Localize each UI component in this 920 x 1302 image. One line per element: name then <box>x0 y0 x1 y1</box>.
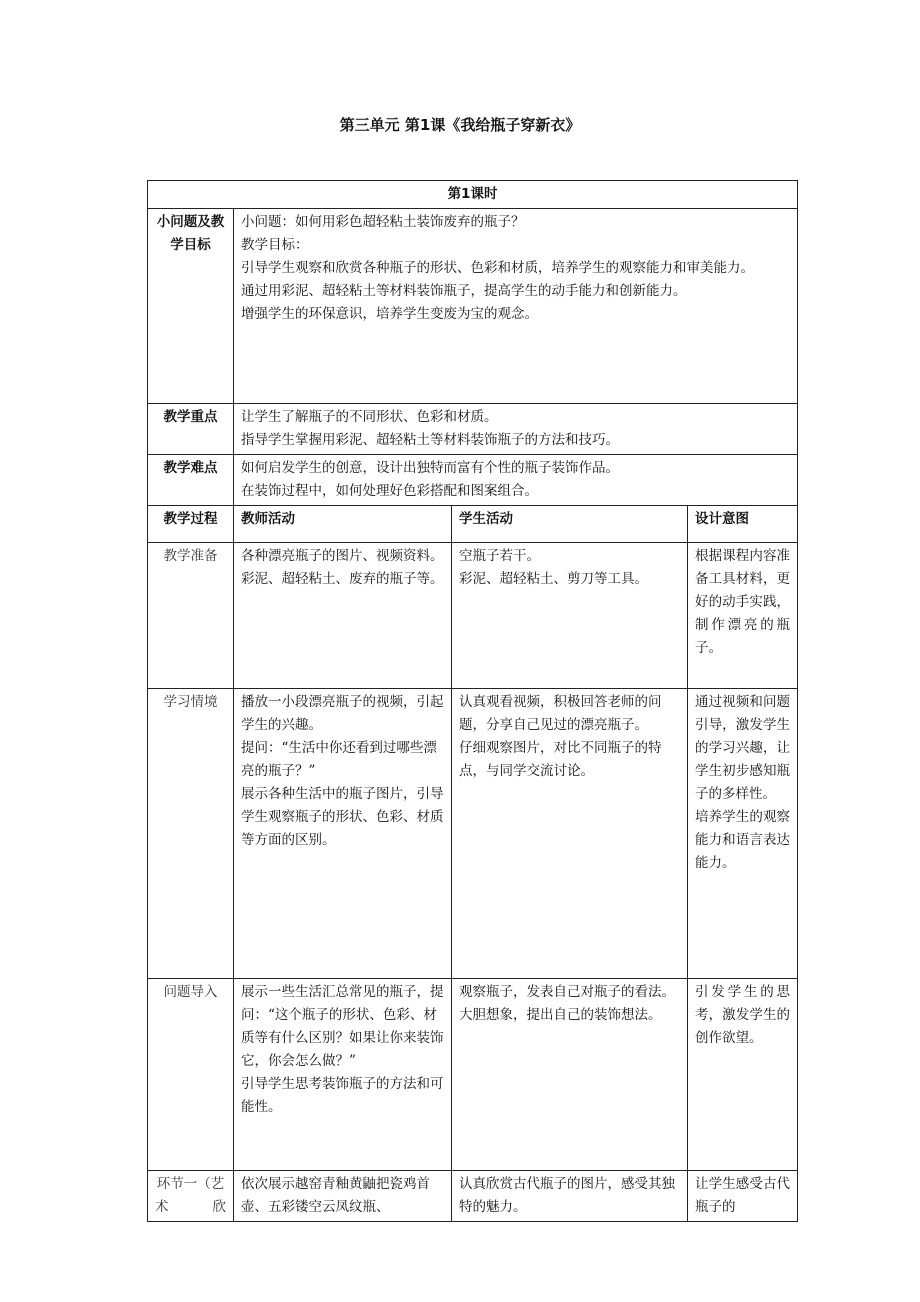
teacher-line: 依次展示越窑青釉黄鼬把瓷鸡首壶、五彩镂空云凤纹瓶、 <box>241 1176 430 1215</box>
stage-label: 学习情境 <box>148 689 234 979</box>
process-row <box>148 979 798 1171</box>
lesson-plan-table <box>147 180 798 1222</box>
section-title: 第1课时 <box>148 181 798 209</box>
intent-line: 让学生感受古代瓶子的 <box>695 1176 791 1215</box>
student-activity <box>452 543 688 689</box>
section-row <box>148 181 798 209</box>
teacher-activity <box>234 979 452 1171</box>
stage-label: 问题导入 <box>148 979 234 1171</box>
document-title: 第三单元 第1课《我给瓶子穿新衣》 <box>339 116 581 134</box>
process-row <box>148 543 798 689</box>
student-activity <box>452 1171 688 1222</box>
design-intent <box>688 689 798 979</box>
objectives-line: 小问题：如何用彩色超轻粘土装饰废弃的瓶子？ <box>241 214 525 230</box>
intent-line: 通过视频和问题引导，激发学生的学习兴趣，让学生初步感知瓶子的多样性。 <box>695 694 791 802</box>
student-line: 认真观看视频，积极回答老师的问题，分享自己见过的漂亮瓶子。 <box>459 694 662 733</box>
difficulties-row <box>148 455 798 506</box>
stage-label: 环节一（艺术欣 <box>148 1171 234 1222</box>
header-intent: 设计意图 <box>688 506 798 543</box>
teacher-line: 展示一些生活汇总常见的瓶子，提问：“这个瓶子的形状、色彩、材质等有什么区别？如果让你来装饰它，你会怎么做？” <box>241 984 444 1069</box>
student-line: 认真欣赏古代瓶子的图片，感受其独特的魅力。 <box>459 1176 675 1215</box>
teacher-line: 彩泥、超轻粘土、废弃的瓶子等。 <box>241 571 444 587</box>
student-activity <box>452 689 688 979</box>
teacher-activity <box>234 689 452 979</box>
objectives-line: 引导学生观察和欣赏各种瓶子的形状、色彩和材质，培养学生的观察能力和审美能力。 <box>241 260 754 276</box>
process-header-row <box>148 506 798 543</box>
design-intent <box>688 1171 798 1222</box>
teacher-activity <box>234 543 452 689</box>
header-process: 教学过程 <box>148 506 234 543</box>
difficulties-line: 在装饰过程中，如何处理好色彩搭配和图案组合。 <box>241 483 538 499</box>
teacher-line: 播放一小段漂亮瓶子的视频，引起学生的兴趣。 <box>241 694 444 733</box>
teacher-line: 各种漂亮瓶子的图片、视频资料。 <box>241 548 444 564</box>
header-student: 学生活动 <box>452 506 688 543</box>
difficulties-content <box>234 455 798 506</box>
header-teacher: 教师活动 <box>234 506 452 543</box>
student-line: 大胆想象，提出自己的装饰想法。 <box>459 1007 662 1023</box>
key-points-row <box>148 404 798 455</box>
difficulties-line: 如何启发学生的创意，设计出独特而富有个性的瓶子装饰作品。 <box>241 460 619 476</box>
objectives-line: 增强学生的环保意识，培养学生变废为宝的观念。 <box>241 306 538 322</box>
key-points-line: 让学生了解瓶子的不同形状、色彩和材质。 <box>241 409 498 425</box>
objectives-label: 小问题及教学目标 <box>148 209 234 404</box>
intent-line: 根据课程内容准备工具材料，更好的动手实践，制作漂亮的瓶子。 <box>695 548 791 656</box>
teacher-line: 提问：“生活中你还看到过哪些漂亮的瓶子？” <box>241 740 437 779</box>
teacher-activity <box>234 1171 452 1222</box>
design-intent <box>688 543 798 689</box>
objectives-row <box>148 209 798 404</box>
student-line: 观察瓶子，发表自己对瓶子的看法。 <box>459 984 675 1000</box>
student-activity <box>452 979 688 1171</box>
process-row <box>148 1171 798 1222</box>
objectives-line: 通过用彩泥、超轻粘土等材料装饰瓶子，提高学生的动手能力和创新能力。 <box>241 283 687 299</box>
objectives-line: 教学目标： <box>241 237 309 253</box>
objectives-content <box>234 209 798 404</box>
process-row <box>148 689 798 979</box>
stage-label: 教学准备 <box>148 543 234 689</box>
key-points-content <box>234 404 798 455</box>
design-intent <box>688 979 798 1171</box>
student-line: 仔细观察图片，对比不同瓶子的特点，与同学交流讨论。 <box>459 740 662 779</box>
difficulties-label: 教学难点 <box>148 455 234 506</box>
key-points-line: 指导学生掌握用彩泥、超轻粘土等材料装饰瓶子的方法和技巧。 <box>241 432 619 448</box>
student-line: 空瓶子若干。 <box>459 548 540 564</box>
intent-line: 引发学生的思考，激发学生的创作欲望。 <box>695 984 791 1046</box>
teacher-line: 展示各种生活中的瓶子图片，引导学生观察瓶子的形状、色彩、材质等方面的区别。 <box>241 786 444 848</box>
student-line: 彩泥、超轻粘土、剪刀等工具。 <box>459 571 648 587</box>
teacher-line: 引导学生思考装饰瓶子的方法和可能性。 <box>241 1076 444 1115</box>
intent-line: 培养学生的观察能力和语言表达能力。 <box>695 809 791 871</box>
key-points-label: 教学重点 <box>148 404 234 455</box>
